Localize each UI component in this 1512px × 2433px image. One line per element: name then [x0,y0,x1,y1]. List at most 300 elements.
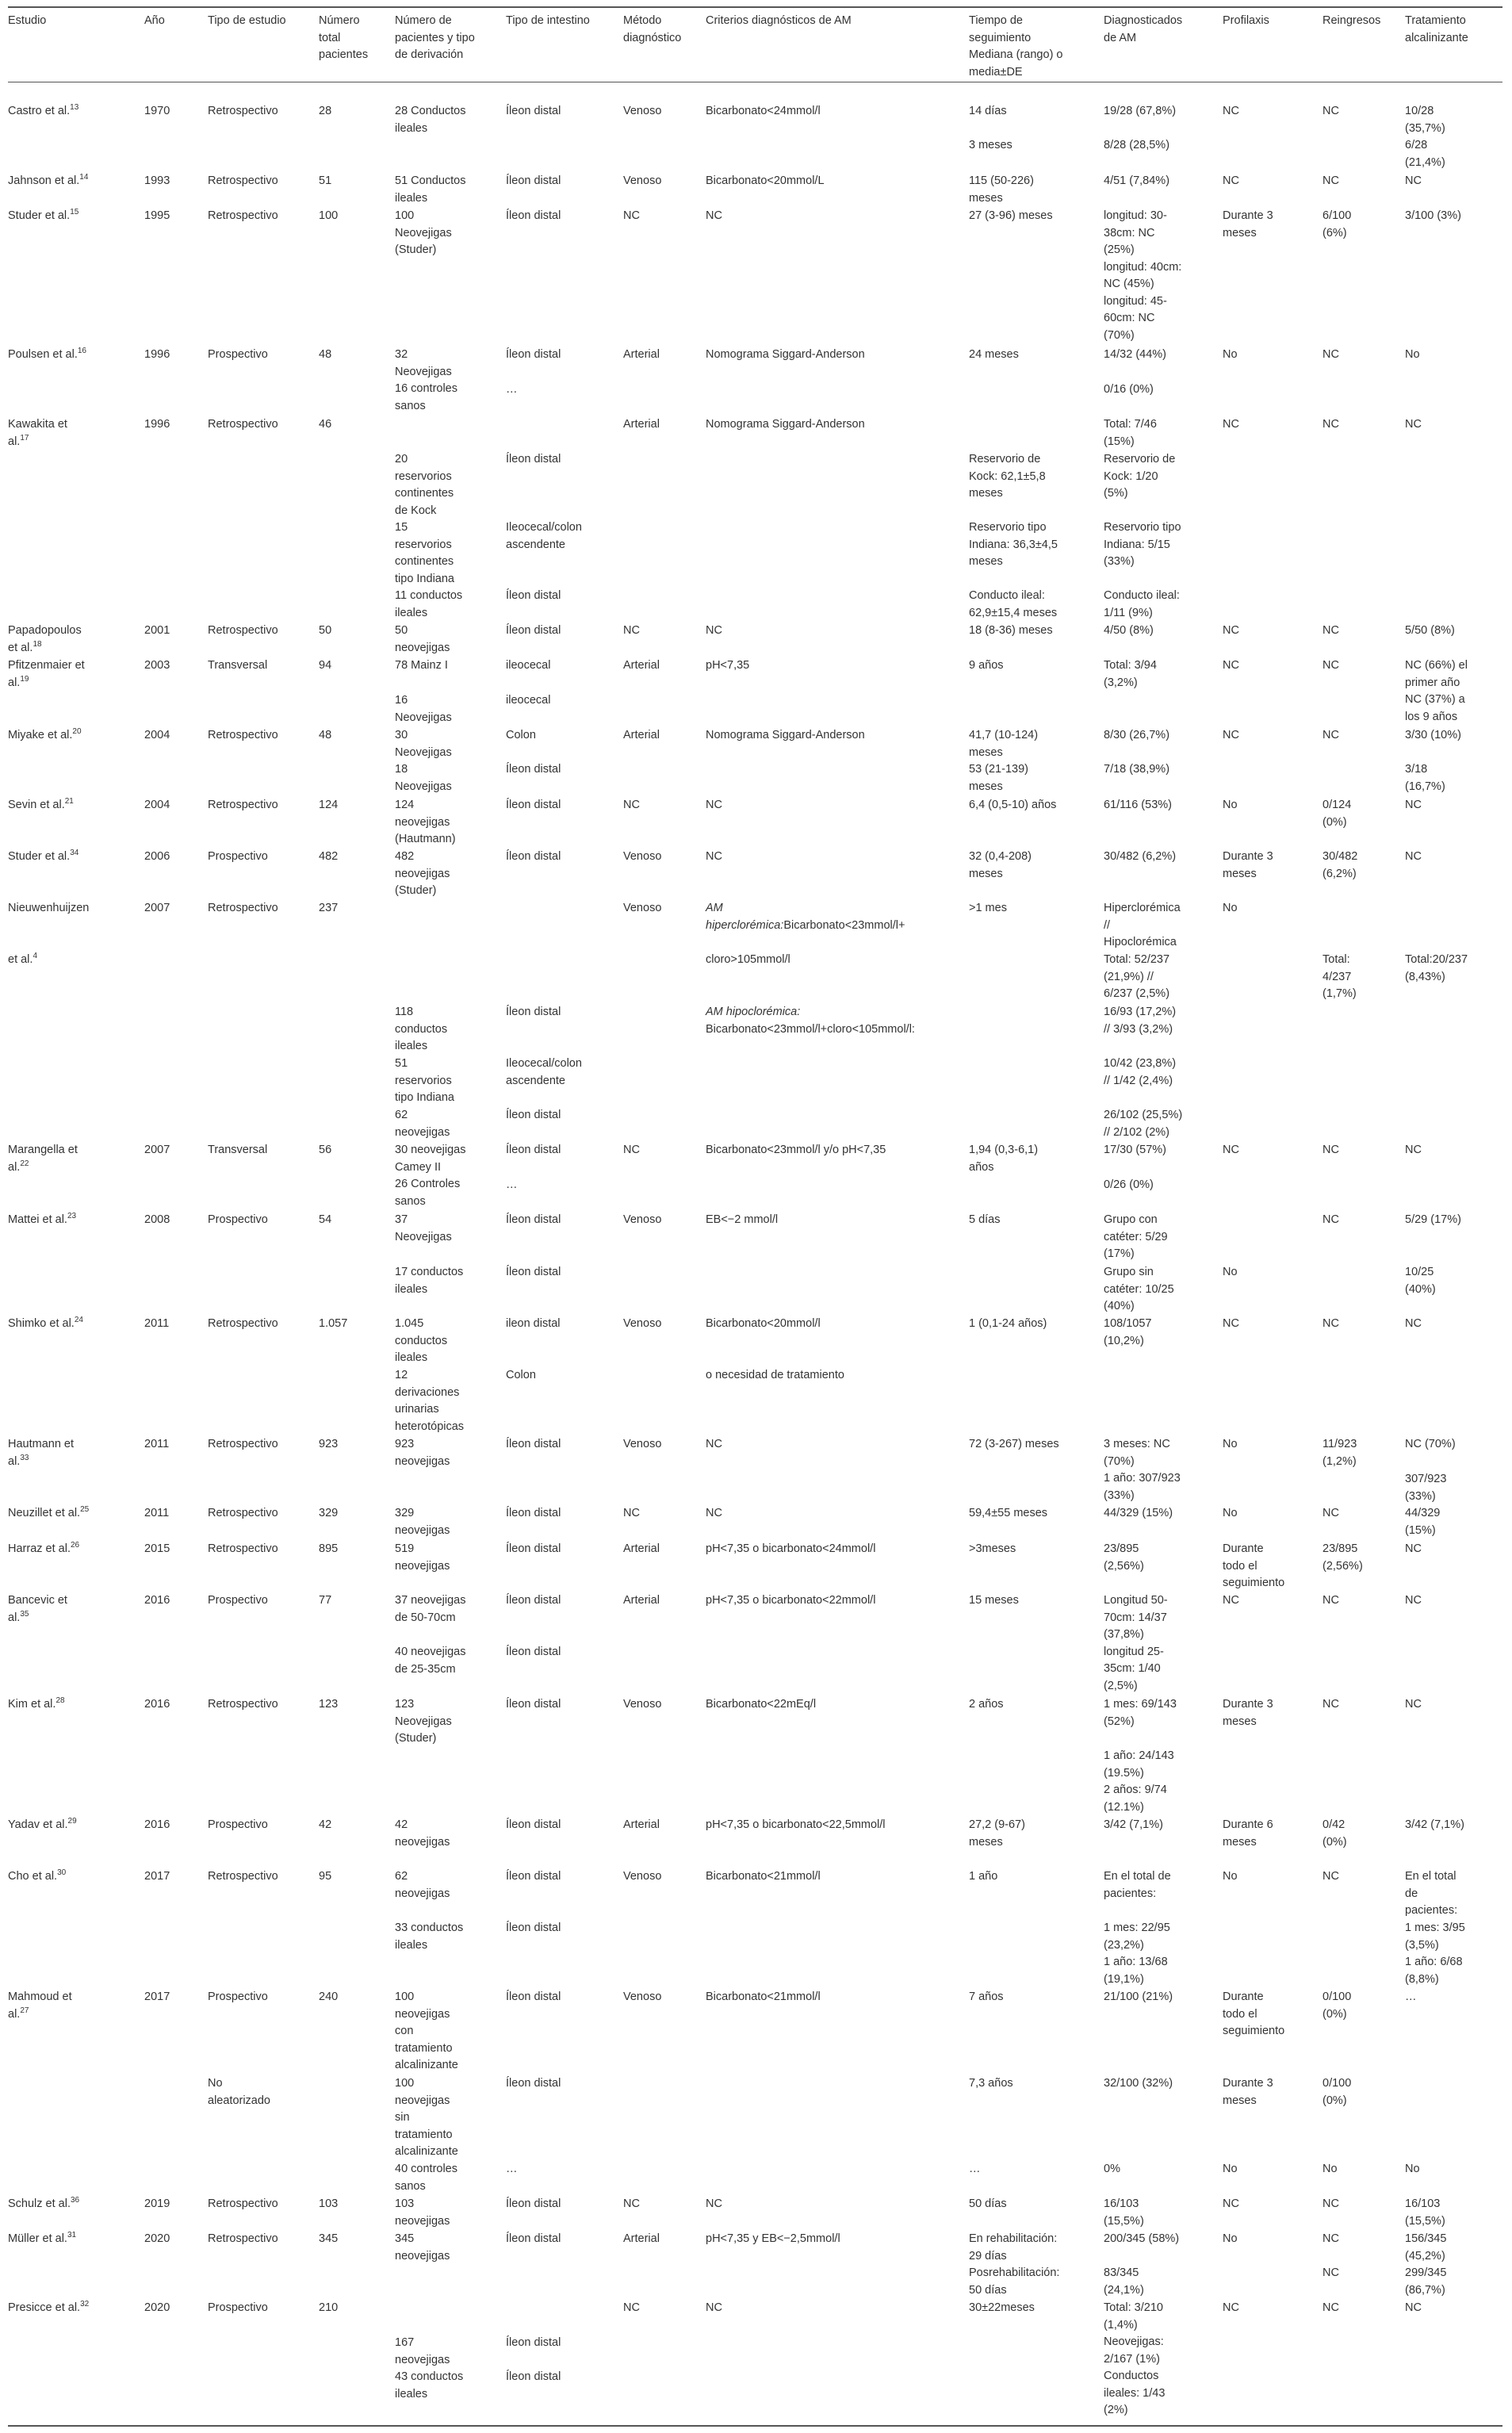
cell-criterios: Nomograma Siggard-Anderson [706,418,865,431]
cell-diagnosticados: Conducto ileal: 1/11 (9%) [1104,589,1180,619]
cell-seguimiento: 115 (50-226) meses [969,174,1034,205]
cell-numero-total: 1.057 [319,1317,348,1330]
header-tratamiento: Tratamiento alcalinizante [1405,14,1468,44]
cell-derivacion: 1.045 conductos ileales [395,1317,448,1364]
cell-tipo-estudio: Retrospectivo [208,1698,278,1711]
cell-metodo: Venoso [623,1698,662,1711]
cell-metodo: NC [623,1507,640,1519]
cell-diagnosticados: 19/28 (67,8%) [1104,105,1177,117]
cell-diagnosticados: 0% [1104,2163,1120,2175]
cell-tratamiento: NC [1405,1317,1422,1330]
cell-criterios: NC [706,2301,722,2314]
cell-seguimiento: 18 (8-36) meses [969,624,1053,637]
reference-superscript: 13 [70,103,79,113]
reference-superscript: 15 [70,208,79,217]
cell-tratamiento: No [1405,2163,1420,2175]
cell-derivacion: 37 Neovejigas [395,1213,452,1243]
cell-criterios: pH<7,35 o bicarbonato<22mmol/l [706,1594,876,1607]
cell-numero-total: 50 [319,624,332,637]
cell-estudio: Mahmoud et al.$^{27}$ [8,1990,72,2021]
cell-tipo-intestino: Íleon distal [506,1542,561,1555]
cell-reingresos: NC [1323,1698,1339,1711]
cell-diagnosticados: 1 mes: 22/95 (23,2%) 1 año: 13/68 (19,1%) [1104,1921,1170,1986]
cell-profilaxis: NC [1223,659,1239,672]
cell-diagnosticados: Reservorio tipo Indiana: 5/15 (33%) [1104,521,1181,568]
reference-superscript: 14 [79,173,89,182]
cell-profilaxis: NC [1223,1317,1239,1330]
cell-seguimiento: >1 mes [969,902,1007,914]
cell-diagnosticados: 26/102 (25,5%) // 2/102 (2%) [1104,1109,1183,1139]
cell-tipo-estudio: Retrospectivo [208,1507,278,1519]
cell-diagnosticados: 1 año: 24/143 (19.5%) 2 años: 9/74 (12.1%) [1104,1749,1174,1814]
cell-tratamiento: 5/29 (17%) [1405,1213,1461,1226]
cell-tipo-estudio: Retrospectivo [208,624,278,637]
cell-metodo: Arterial [623,348,660,361]
reference-superscript: 24 [74,1316,83,1325]
cell-tratamiento: 3/100 (3%) [1405,209,1461,222]
cell-reingresos: NC [1323,2266,1339,2279]
cell-tipo-intestino: Ileocecal/colon ascendente [506,521,582,551]
cell-tratamiento: 3/30 (10%) [1405,729,1461,741]
cell-tipo-intestino: Íleon distal [506,209,561,222]
cell-numero-total: 482 [319,850,339,863]
cell-estudio: Harraz et al.$^{26}$ [8,1541,80,1555]
cell-reingresos: NC [1323,1507,1339,1519]
cell-reingresos: 0/124 (0%) [1323,799,1352,829]
cell-reingresos: NC [1323,1213,1339,1226]
cell-metodo: Venoso [623,1317,662,1330]
reference-superscript: 29 [67,1817,77,1826]
cell-derivacion: 62 neovejigas [395,1109,450,1139]
cell-criterios: Nomograma Siggard-Anderson [706,348,865,361]
cell-profilaxis: NC [1223,729,1239,741]
cell-derivacion: 923 neovejigas [395,1438,450,1468]
reference-superscript: 35 [20,1609,29,1619]
cell-derivacion: 12 derivaciones urinarias heterotópicas [395,1369,465,1433]
cell-criterios: NC [706,799,722,811]
header-metodo: Método diagnóstico [623,14,682,44]
cell-diagnosticados: 3/42 (7,1%) [1104,1818,1163,1831]
cell-tratamiento: 5/50 (8%) [1405,624,1455,637]
cell-metodo: Venoso [623,850,662,863]
cell-metodo: Arterial [623,659,660,672]
cell-estudio: Neuzillet et al.$^{25}$ [8,1505,90,1519]
cell-numero-total: 237 [319,902,339,914]
italic-text: AM hipoclorémica: [706,1006,801,1018]
cell-profilaxis: Durante todo el seguimiento [1223,1542,1285,1589]
cell-criterios: Bicarbonato<23mmol/l y/o pH<7,35 [706,1144,886,1156]
cell-derivacion: 28 Conductos ileales [395,105,466,135]
cell-tipo-intestino: Íleon distal [506,174,561,187]
cell-metodo: NC [623,1144,640,1156]
cell-anio: 2015 [144,1542,170,1555]
cell-derivacion: 100 neovejigas sin tratamiento alcalinizante [395,2077,458,2158]
cell-tipo-estudio: Prospectivo [208,1213,268,1226]
cell-derivacion: 40 controles sanos [395,2163,457,2193]
cell-reingresos: NC [1323,1317,1339,1330]
cell-tratamiento: NC [1405,2301,1422,2314]
cell-diagnosticados: 8/30 (26,7%) [1104,729,1170,741]
cell-estudio: Studer et al.$^{15}$ [8,208,79,222]
cell-tipo-estudio: Retrospectivo [208,1438,278,1450]
cell-derivacion: 123 Neovejigas (Studer) [395,1698,452,1745]
cell-tipo-estudio: Retrospectivo [208,2197,278,2210]
cell-profilaxis: No [1223,348,1238,361]
cell-diagnosticados: 4/51 (7,84%) [1104,174,1170,187]
cell-reingresos: NC [1323,2232,1339,2245]
cell-tipo-intestino: ileon distal [506,1317,561,1330]
reference-superscript: 32 [80,2300,90,2309]
cell-seguimiento: 6,4 (0,5-10) años [969,799,1057,811]
cell-diagnosticados: 44/329 (15%) [1104,1507,1173,1519]
cell-metodo: Venoso [623,902,662,914]
reference-superscript: 4 [33,952,37,961]
cell-diagnosticados: Total: 52/237 (21,9%) // 6/237 (2,5%) [1104,953,1170,1000]
cell-derivacion: 124 neovejigas (Hautmann) [395,799,456,845]
cell-seguimiento: Reservorio tipo Indiana: 36,3±4,5 meses [969,521,1058,568]
cell-seguimiento: En rehabilitación: 29 días Posrehabilitación: 50 días [969,2232,1060,2297]
cell-tratamiento: 44/329 (15%) [1405,1507,1441,1537]
cell-reingresos: 0/100 (0%) [1323,2077,1352,2107]
cell-anio: 2004 [144,729,170,741]
cell-tratamiento: NC [1405,418,1422,431]
cell-tipo-intestino: Íleon distal [506,799,561,811]
cell-derivacion: 40 neovejigas de 25-35cm [395,1646,466,1676]
cell-tratamiento: NC [1405,850,1422,863]
cell-derivacion: 345 neovejigas [395,2232,450,2262]
cell-derivacion: 17 conductos ileales [395,1266,464,1296]
cell-criterios: cloro>105mmol/l [706,953,790,966]
table-bottom-rule [8,2425,1502,2427]
cell-diagnosticados: 17/30 (57%) [1104,1144,1166,1156]
cell-diagnosticados: 16/103 (15,5%) [1104,2197,1144,2228]
cell-anio: 1995 [144,209,170,222]
cell-profilaxis: Durante 6 meses [1223,1818,1273,1849]
cell-metodo: NC [623,209,640,222]
cell-tratamiento: 307/923 (33%) [1405,1473,1447,1503]
cell-numero-total: 103 [319,2197,339,2210]
cell-tratamiento: 6/28 (21,4%) [1405,139,1445,169]
cell-tipo-intestino: Íleon distal [506,1921,561,1934]
cell-tipo-intestino: Íleon distal [506,453,561,466]
cell-seguimiento: 27,2 (9-67) meses [969,1818,1025,1849]
cell-diagnosticados: 108/1057 (10,2%) [1104,1317,1152,1347]
cell-diagnosticados: Longitud 50- 70cm: 14/37 (37,8%) longitud 25- 35cm: 1/40 (2,5%) [1104,1594,1168,1692]
cell-tipo-estudio: Prospectivo [208,1990,268,2003]
cell-tipo-intestino: Íleon distal [506,105,561,117]
cell-numero-total: 95 [319,1870,332,1883]
cell-metodo: NC [623,799,640,811]
table-top-rule [8,6,1502,8]
cell-criterios: AM hipoclorémica: Bicarbonato<23mmol/l+cloro<105mmol/l: [706,1006,915,1036]
cell-derivacion: 103 neovejigas [395,2197,450,2228]
cell-profilaxis: NC [1223,1594,1239,1607]
cell-reingresos: NC [1323,624,1339,637]
cell-reingresos: No [1323,2163,1338,2175]
cell-seguimiento: … [969,2163,981,2175]
cell-tipo-intestino: Colon [506,729,536,741]
header-diagnosticados: Diagnosticados de AM [1104,14,1183,44]
reference-superscript: 16 [77,347,86,356]
cell-profilaxis: No [1223,1870,1238,1883]
cell-seguimiento: 14 días [969,105,1007,117]
cell-numero-total: 54 [319,1213,332,1226]
cell-anio: 2020 [144,2232,170,2245]
cell-derivacion: 37 neovejigas de 50-70cm [395,1594,466,1624]
cell-derivacion: 167 neovejigas 43 conductos ileales [395,2336,464,2400]
cell-criterios: Bicarbonato<24mmol/l [706,105,821,117]
cell-diagnosticados: 1 mes: 69/143 (52%) [1104,1698,1177,1728]
cell-tipo-estudio: Retrospectivo [208,2232,278,2245]
cell-profilaxis: NC [1223,1144,1239,1156]
cell-estudio: Studer et al.$^{34}$ [8,849,79,863]
cell-estudio: Cho et al.$^{30}$ [8,1868,67,1883]
cell-seguimiento: 1,94 (0,3-6,1) años [969,1144,1039,1174]
cell-derivacion: 100 Neovejigas (Studer) [395,209,452,256]
cell-tipo-intestino: Íleon distal [506,1646,561,1658]
cell-criterios: pH<7,35 [706,659,750,672]
italic-text: AM [706,902,723,914]
cell-estudio: Bancevic et al.$^{35}$ [8,1594,67,1624]
cell-numero-total: 48 [319,348,332,361]
header-criterios: Criterios diagnósticos de AM [706,14,852,27]
cell-derivacion: 118 conductos ileales [395,1006,448,1052]
cell-tipo-intestino: Íleon distal [506,1594,561,1607]
cell-anio: 1970 [144,105,170,117]
cell-tipo-intestino: Íleon distal [506,2336,561,2349]
cell-estudio: Pfitzenmaier et al.$^{19}$ [8,659,85,689]
cell-reingresos: NC [1323,348,1339,361]
cell-anio: 2008 [144,1213,170,1226]
cell-derivacion: 30 Neovejigas 18 Neovejigas [395,729,452,793]
cell-tipo-intestino: Íleon distal [506,2232,561,2245]
cell-diagnosticados: 61/116 (53%) [1104,799,1172,811]
cell-tipo-intestino: … [506,2163,518,2175]
cell-reingresos: NC [1323,2197,1339,2210]
cell-metodo: Venoso [623,1990,662,2003]
cell-seguimiento: >3meses [969,1542,1016,1555]
cell-derivacion: 519 neovejigas [395,1542,450,1573]
cell-metodo: Venoso [623,1438,662,1450]
data-table [8,0,1502,2433]
cell-seguimiento: Reservorio de Kock: 62,1±5,8 meses [969,453,1046,500]
cell-criterios: pH<7,35 y EB<−2,5mmol/l [706,2232,840,2245]
cell-tipo-intestino: Colon [506,1369,536,1381]
cell-seguimiento: 41,7 (10-124) meses 53 (21-139) meses [969,729,1039,793]
cell-diagnosticados: 14/32 (44%) [1104,348,1166,361]
cell-reingresos: NC [1323,659,1339,672]
cell-diagnosticados: 200/345 (58%) [1104,2232,1180,2245]
cell-derivacion: 482 neovejigas (Studer) [395,850,450,897]
cell-anio: 2001 [144,624,170,637]
cell-tipo-intestino: Íleon distal [506,2077,561,2090]
cell-criterios: NC [706,624,722,637]
cell-seguimiento: 32 (0,4-208) meses [969,850,1032,880]
cell-reingresos: NC [1323,729,1339,741]
cell-tipo-intestino: Íleon distal [506,1144,561,1156]
cell-estudio: Shimko et al.$^{24}$ [8,1316,83,1330]
cell-estudio: Kawakita et al.$^{17}$ [8,418,67,448]
cell-numero-total: 77 [319,1594,332,1607]
cell-tipo-intestino: Íleon distal [506,2197,561,2210]
cell-profilaxis: No [1223,799,1238,811]
cell-criterios: NC [706,2197,722,2210]
cell-tratamiento: 16/103 (15,5%) [1405,2197,1445,2228]
cell-reingresos: 6/100 (6%) [1323,209,1352,239]
cell-metodo: NC [623,624,640,637]
cell-derivacion: 33 conductos ileales [395,1921,464,1952]
cell-profilaxis: No [1223,1438,1238,1450]
cell-tratamiento: NC [1405,1144,1422,1156]
cell-derivacion: 20 reservorios continentes de Kock [395,453,454,517]
cell-seguimiento: 3 meses [969,139,1012,151]
cell-diagnosticados: En el total de pacientes: [1104,1870,1171,1900]
cell-anio: 2020 [144,2301,170,2314]
cell-diagnosticados: Total: 3/94 (3,2%) [1104,659,1157,689]
cell-profilaxis: Durante 3 meses [1223,209,1273,239]
cell-numero-total: 28 [319,105,332,117]
cell-criterios: NC [706,850,722,863]
cell-diagnosticados: Total: 3/210 (1,4%) Neovejigas: 2/167 (1%) Conductos ileales: 1/43 (2%) [1104,2301,1166,2416]
cell-anio: 2019 [144,2197,170,2210]
cell-seguimiento: 30±22meses [969,2301,1035,2314]
cell-profilaxis: NC [1223,418,1239,431]
cell-tipo-estudio: Retrospectivo [208,418,278,431]
cell-tipo-estudio: Prospectivo [208,850,268,863]
cell-anio: 2016 [144,1818,170,1831]
cell-diagnosticados: 7/18 (38,9%) [1104,763,1170,776]
cell-derivacion: 62 neovejigas [395,1870,450,1900]
cell-reingresos: 0/42 (0%) [1323,1818,1347,1849]
cell-profilaxis: Durante 3 meses [1223,1698,1273,1728]
header-reingresos: Reingresos [1323,14,1381,27]
cell-anio: 1996 [144,348,170,361]
cell-tipo-intestino: Íleon distal [506,1109,561,1121]
cell-criterios: NC [706,1438,722,1450]
cell-diagnosticados: 21/100 (21%) [1104,1990,1173,2003]
cell-numero-total: 100 [319,209,339,222]
cell-tipo-intestino: Íleon distal [506,1213,561,1226]
cell-tipo-estudio: Retrospectivo [208,209,278,222]
cell-anio: 1996 [144,418,170,431]
cell-tipo-intestino: Íleon distal [506,1870,561,1883]
reference-superscript: 18 [33,639,42,649]
cell-criterios: Nomograma Siggard-Anderson [706,729,865,741]
cell-estudio: Marangella et al.$^{22}$ [8,1144,78,1174]
header-tipo-estudio: Tipo de estudio [208,14,286,27]
reference-superscript: 19 [20,674,29,684]
cell-derivacion: 78 Mainz I [395,659,448,672]
cell-estudio: Hautmann et al.$^{33}$ [8,1438,75,1468]
cell-diagnosticados: Grupo con catéter: 5/29 (17%) [1104,1213,1168,1260]
cell-diagnosticados: 8/28 (28,5%) [1104,139,1170,151]
cell-seguimiento: 59,4±55 meses [969,1507,1048,1519]
cell-numero-total: 345 [319,2232,339,2245]
cell-criterios: pH<7,35 o bicarbonato<24mmol/l [706,1542,876,1555]
cell-estudio: Müller et al.$^{31}$ [8,2231,77,2245]
cell-tratamiento: 10/25 (40%) [1405,1266,1436,1296]
reference-superscript: 36 [71,2196,80,2205]
cell-tipo-intestino: Íleon distal [506,1438,561,1450]
cell-reingresos: 30/482 (6,2%) [1323,850,1358,880]
cell-criterios: Bicarbonato<21mmol/l [706,1870,821,1883]
cell-profilaxis: No [1223,1266,1238,1278]
cell-criterios: EB<−2 mmol/l [706,1213,779,1226]
reference-superscript: 21 [64,797,74,807]
cell-diagnosticados: Reservorio de Kock: 1/20 (5%) [1104,453,1176,500]
cell-diagnosticados: 3 meses: NC (70%) 1 año: 307/923 (33%) [1104,1438,1181,1502]
cell-diagnosticados: 4/50 (8%) [1104,624,1154,637]
cell-derivacion: 30 neovejigas Camey II 26 Controles sanos [395,1144,466,1208]
cell-tipo-estudio: Retrospectivo [208,729,278,741]
cell-reingresos: NC [1323,418,1339,431]
cell-estudio: Poulsen et al.$^{16}$ [8,347,86,361]
cell-numero-total: 895 [319,1542,339,1555]
cell-tipo-intestino: Íleon distal [506,1990,561,2003]
cell-anio: 2004 [144,799,170,811]
cell-numero-total: 51 [319,174,332,187]
cell-estudio: Nieuwenhuijzen [8,902,90,914]
cell-seguimiento: 27 (3-96) meses [969,209,1053,222]
cell-tipo-estudio: No aleatorizado [208,2077,270,2107]
cell-tipo-intestino: Íleon distal [506,1818,561,1831]
cell-criterios: NC [706,1507,722,1519]
cell-criterios: Bicarbonato<21mmol/l [706,1990,821,2003]
cell-tipo-estudio: Retrospectivo [208,1542,278,1555]
cell-tipo-intestino: Íleon distal [506,763,561,776]
cell-anio: 2011 [144,1507,170,1519]
cell-reingresos: NC [1323,174,1339,187]
cell-tratamiento: NC [1405,1698,1422,1711]
cell-estudio: Castro et al.$^{13}$ [8,103,79,117]
cell-tipo-estudio: Transversal [208,1144,268,1156]
cell-metodo: Venoso [623,1213,662,1226]
cell-profilaxis: Durante 3 meses [1223,850,1273,880]
cell-tipo-intestino: Íleon distal [506,1698,561,1711]
cell-reingresos: 23/895 (2,56%) [1323,1542,1363,1573]
cell-diagnosticados: 83/345 (24,1%) [1104,2266,1144,2297]
header-tipo-intestino: Tipo de intestino [506,14,590,27]
cell-estudio: Yadav et al.$^{29}$ [8,1817,77,1831]
cell-criterios: Bicarbonato<20mmol/L [706,174,825,187]
cell-tratamiento: 299/345 (86,7%) [1405,2266,1447,2297]
cell-numero-total: 42 [319,1818,332,1831]
cell-profilaxis: NC [1223,174,1239,187]
italic-text: hiperclorémica: [706,918,784,932]
cell-derivacion: 329 neovejigas [395,1507,450,1537]
cell-tratamiento: Total:20/237 (8,43%) [1405,953,1468,983]
cell-tipo-intestino: Íleon distal [506,2370,561,2383]
cell-estudio: Kim et al.$^{28}$ [8,1696,65,1711]
cell-anio: 2011 [144,1317,170,1330]
cell-tratamiento: … [1405,1990,1417,2003]
cell-tratamiento: 3/18 (16,7%) [1405,763,1445,793]
cell-derivacion: 42 neovejigas [395,1818,450,1849]
cell-tipo-intestino: ileocecal [506,694,551,707]
cell-anio: 2016 [144,1594,170,1607]
cell-metodo: Arterial [623,1818,660,1831]
cell-anio: 2016 [144,1698,170,1711]
reference-superscript: 28 [56,1696,65,1706]
cell-metodo: Arterial [623,418,660,431]
cell-criterios: AM hiperclorémica:Bicarbonato<23mmol/l+ [706,902,905,932]
cell-seguimiento: 1 (0,1-24 años) [969,1317,1047,1330]
cell-profilaxis: Durante todo el seguimiento [1223,1990,1285,2037]
cell-criterios: Bicarbonato<22mEq/l [706,1698,817,1711]
cell-derivacion: 15 reservorios continentes tipo Indiana [395,521,454,585]
header-seguimiento: Tiempo de seguimiento Mediana (rango) o media±DE [969,14,1063,79]
cell-profilaxis: No [1223,2163,1238,2175]
